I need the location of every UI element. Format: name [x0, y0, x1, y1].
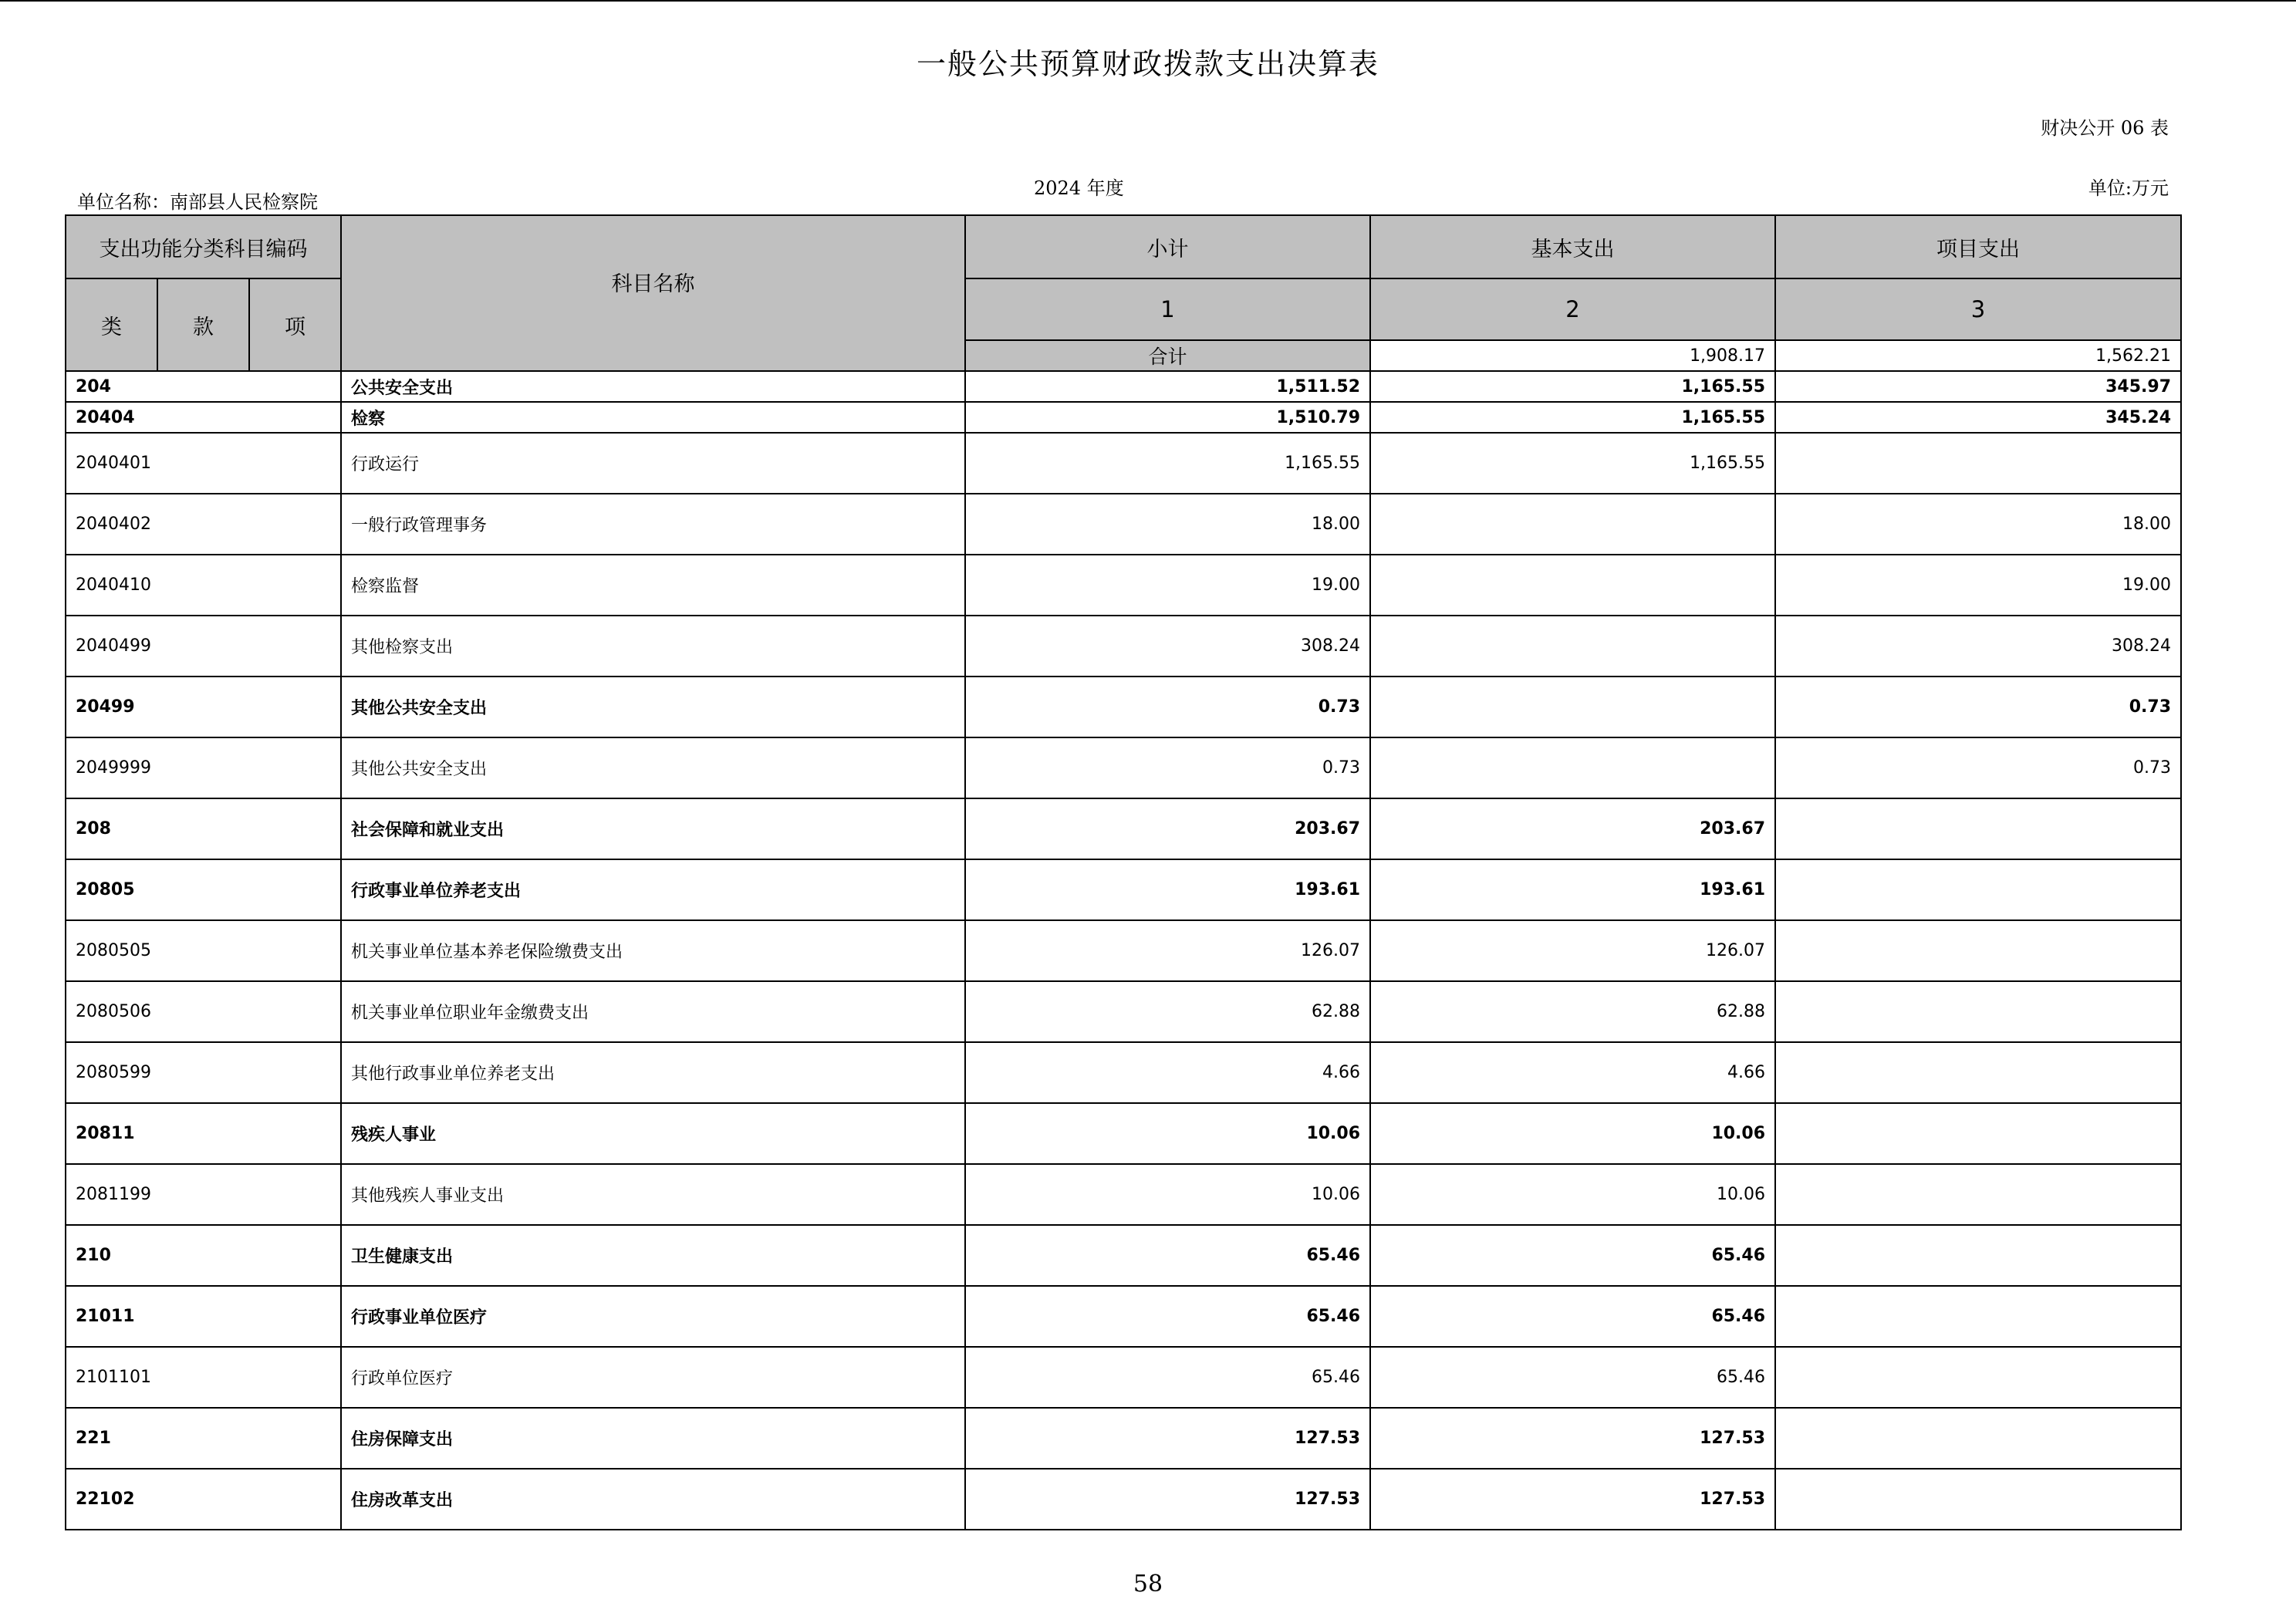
row-col1: 4.66: [965, 1042, 1370, 1103]
row-col3: [1775, 981, 2181, 1042]
table-row: [66, 616, 2181, 677]
row-name: 公共安全支出: [341, 371, 965, 402]
row-col3: 18.00: [1775, 494, 2181, 555]
row-name: 卫生健康支出: [341, 1225, 965, 1286]
row-col2: 65.46: [1370, 1347, 1775, 1408]
total-label: 合计: [965, 340, 1370, 371]
row-col3: [1775, 1469, 2181, 1530]
row-name: 其他行政事业单位养老支出: [341, 1042, 965, 1103]
table-row: [66, 402, 2181, 433]
row-col1: 1,165.55: [965, 433, 1370, 494]
total-col2: 1,562.21: [1775, 340, 2181, 371]
row-col2: 1,165.55: [1370, 433, 1775, 494]
row-code: 2101101: [66, 1347, 341, 1408]
row-col1: 10.06: [965, 1103, 1370, 1164]
header-name: [341, 215, 965, 371]
row-col1: 127.53: [965, 1469, 1370, 1530]
row-col3: 0.73: [1775, 737, 2181, 798]
row-name: 社会保障和就业支出: [341, 798, 965, 859]
table-row: [66, 555, 2181, 616]
row-col2: 65.46: [1370, 1225, 1775, 1286]
row-col1: 0.73: [965, 677, 1370, 737]
header-col2: 基本支出: [1370, 215, 1775, 278]
table-row: [66, 371, 2181, 402]
row-col1: 203.67: [965, 798, 1370, 859]
row-name: 一般行政管理事务: [341, 494, 965, 555]
table-row: [66, 1286, 2181, 1347]
row-col2: [1370, 737, 1775, 798]
row-col2: 62.88: [1370, 981, 1775, 1042]
row-col3: [1775, 1408, 2181, 1469]
row-name: 其他公共安全支出: [341, 677, 965, 737]
row-code: 2040499: [66, 616, 341, 677]
row-col2: 1,165.55: [1370, 402, 1775, 433]
row-code: 2040410: [66, 555, 341, 616]
row-name: 住房改革支出: [341, 1469, 965, 1530]
row-code: 2040401: [66, 433, 341, 494]
table-row: [66, 1408, 2181, 1469]
row-name: 机关事业单位基本养老保险缴费支出: [341, 920, 965, 981]
row-col1: 10.06: [965, 1164, 1370, 1225]
table-row: [66, 494, 2181, 555]
row-code: 2081199: [66, 1164, 341, 1225]
table-row: [66, 433, 2181, 494]
row-code: 208: [66, 798, 341, 859]
table-row: [66, 798, 2181, 859]
row-col2: 193.61: [1370, 859, 1775, 920]
row-name: 行政运行: [341, 433, 965, 494]
row-col3: [1775, 1103, 2181, 1164]
header-col1-number: 1: [965, 278, 1370, 340]
page-title: 一般公共预算财政拨款支出决算表: [916, 47, 1379, 81]
table-body: [66, 371, 2181, 1530]
row-name: 行政事业单位医疗: [341, 1286, 965, 1347]
row-col1: 65.46: [965, 1347, 1370, 1408]
row-col2: 1,165.55: [1370, 371, 1775, 402]
row-code: 2049999: [66, 737, 341, 798]
row-code: 21011: [66, 1286, 341, 1347]
header-row-1: [66, 215, 2181, 278]
table-row: [66, 1164, 2181, 1225]
row-col3: [1775, 1347, 2181, 1408]
row-col3: [1775, 1042, 2181, 1103]
row-col1: 308.24: [965, 616, 1370, 677]
table-row: [66, 737, 2181, 798]
row-code: 20811: [66, 1103, 341, 1164]
row-col3: 0.73: [1775, 677, 2181, 737]
top-border-line: [0, 0, 2296, 2]
row-col2: 126.07: [1370, 920, 1775, 981]
header-xiang: 项: [249, 278, 341, 371]
header-name-label: 科目名称: [611, 272, 695, 296]
currency-unit: 单位:万元: [2088, 177, 2169, 199]
row-name: 住房保障支出: [341, 1408, 965, 1469]
row-col2: [1370, 616, 1775, 677]
row-code: 2080505: [66, 920, 341, 981]
fiscal-year: 2024 年度: [1034, 177, 1124, 199]
row-col1: 62.88: [965, 981, 1370, 1042]
table-row: [66, 1225, 2181, 1286]
row-code: 2080599: [66, 1042, 341, 1103]
row-name: 其他公共安全支出: [341, 737, 965, 798]
header-col3: 项目支出: [1775, 215, 2181, 278]
header-kuan: 款: [157, 278, 249, 371]
row-col2: [1370, 494, 1775, 555]
page-number: 58: [1133, 1571, 1163, 1598]
table-row: [66, 1103, 2181, 1164]
row-name: 其他残疾人事业支出: [341, 1164, 965, 1225]
total-col1: 1,908.17: [1370, 340, 1775, 371]
header-lei: 类: [66, 278, 157, 371]
row-col3: [1775, 1286, 2181, 1347]
row-col1: 193.61: [965, 859, 1370, 920]
row-name: 残疾人事业: [341, 1103, 965, 1164]
row-col1: 1,511.52: [965, 371, 1370, 402]
row-col3: 345.97: [1775, 371, 2181, 402]
row-col2: 127.53: [1370, 1408, 1775, 1469]
row-name: 行政事业单位养老支出: [341, 859, 965, 920]
row-code: 22102: [66, 1469, 341, 1530]
row-col1: 18.00: [965, 494, 1370, 555]
table-row: [66, 1347, 2181, 1408]
row-col3: [1775, 1225, 2181, 1286]
row-col1: 1,510.79: [965, 402, 1370, 433]
row-col1: 19.00: [965, 555, 1370, 616]
row-code: 210: [66, 1225, 341, 1286]
row-code: 20499: [66, 677, 341, 737]
row-name: 其他检察支出: [341, 616, 965, 677]
row-code: 221: [66, 1408, 341, 1469]
row-col2: 10.06: [1370, 1103, 1775, 1164]
row-col3: [1775, 798, 2181, 859]
row-col3: [1775, 920, 2181, 981]
row-col1: 0.73: [965, 737, 1370, 798]
row-code: 2080506: [66, 981, 341, 1042]
row-col2: 127.53: [1370, 1469, 1775, 1530]
table-row: [66, 920, 2181, 981]
header-col2-number: 2: [1370, 278, 1775, 340]
row-col1: 126.07: [965, 920, 1370, 981]
table-number: 财决公开 06 表: [2041, 117, 2169, 139]
row-name: 检察: [341, 402, 965, 433]
row-col2: 65.46: [1370, 1286, 1775, 1347]
header-col3-number: 3: [1775, 278, 2181, 340]
table-row: [66, 1042, 2181, 1103]
row-col3: 308.24: [1775, 616, 2181, 677]
row-col3: [1775, 1164, 2181, 1225]
table-row: [66, 981, 2181, 1042]
row-name: 机关事业单位职业年金缴费支出: [341, 981, 965, 1042]
row-col2: 10.06: [1370, 1164, 1775, 1225]
expenditure-table: [65, 214, 2182, 1530]
row-col3: [1775, 859, 2181, 920]
row-col3: [1775, 433, 2181, 494]
row-code: 20404: [66, 402, 341, 433]
row-col2: 4.66: [1370, 1042, 1775, 1103]
row-col1: 127.53: [965, 1408, 1370, 1469]
table-row: [66, 677, 2181, 737]
row-col3: 345.24: [1775, 402, 2181, 433]
row-col2: 203.67: [1370, 798, 1775, 859]
row-code: 2040402: [66, 494, 341, 555]
unit-name: 单位名称：南部县人民检察院: [77, 191, 318, 213]
row-col2: [1370, 677, 1775, 737]
row-name: 检察监督: [341, 555, 965, 616]
row-col1: 65.46: [965, 1225, 1370, 1286]
row-code: 20805: [66, 859, 341, 920]
table-row: [66, 1469, 2181, 1530]
header-col1: 小计: [965, 215, 1370, 278]
table-row: [66, 859, 2181, 920]
row-col2: [1370, 555, 1775, 616]
row-col3: 19.00: [1775, 555, 2181, 616]
row-name: 行政单位医疗: [341, 1347, 965, 1408]
header-code-group: 支出功能分类科目编码: [66, 215, 341, 278]
row-col1: 65.46: [965, 1286, 1370, 1347]
row-code: 204: [66, 371, 341, 402]
